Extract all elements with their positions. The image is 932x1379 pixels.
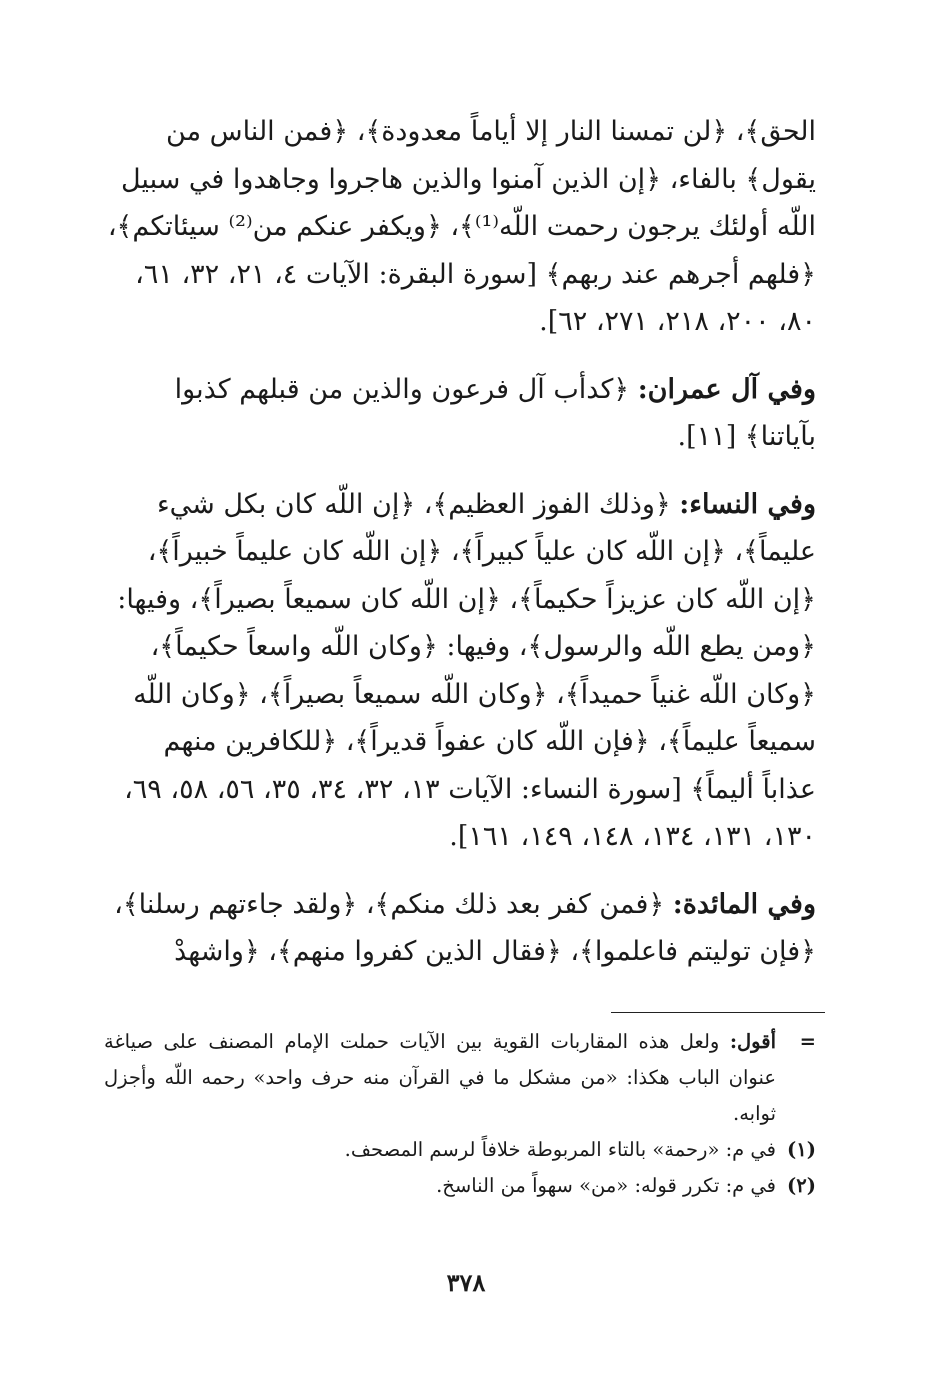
footnote-divider	[611, 1012, 825, 1013]
paragraph-body: ﴿فمن كفر بعد ذلك منكم﴾، ﴿ولقد جاءتهم رسلنا﴾، ﴿فإن توليتم فاعلموا﴾، ﴿فقال الذين كفروا منهم﴾، ﴿واشهدْ	[114, 888, 816, 967]
footnote-2	[104, 1168, 816, 1204]
footnote-text: في م: تكرر قوله: «من» سهواً من الناسخ.	[436, 1174, 776, 1197]
paragraph-body: ﴿وذلك الفوز العظيم﴾، ﴿إن اللّه كان بكل شيء عليماً﴾، ﴿إن اللّه كان علياً كبيراً﴾، ﴿إن اللّه كان عليماً خبيراً﴾، ﴿إن اللّه كان عزيزاً حكيماً﴾، ﴿إن اللّه كان سميعاً بصيراً﴾، وفيها: ﴿ومن يطع اللّه والرسول﴾، وفيها: ﴿وكان اللّه واسعاً حكيماً﴾، ﴿وكان اللّه غنياً حميداً﴾، ﴿وكان اللّه سميعاً بصيراً﴾، ﴿وكان اللّه سميعاً عليماً﴾، ﴿فإن اللّه كان عفواً قديراً﴾، ﴿للكافرين منهم عذاباً أليماً﴾ [سورة النساء: الآيات ١٣، ٣٢، ٣٤، ٣٥، ٥٦، ٥٨، ٦٩، ١٣٠، ١٣١، ١٣٤، ١٤٨، ١٤٩، ١٦١].	[117, 488, 816, 852]
footnote-lead: أقول:	[729, 1030, 776, 1053]
footnote-marker: (٢)	[787, 1174, 816, 1197]
footnote-1	[104, 1132, 816, 1168]
footnote-marker: (١)	[787, 1138, 816, 1161]
footnotes	[104, 1024, 816, 1204]
paragraph-lead: وفي النساء:	[679, 488, 816, 520]
footnote-text: في م: «رحمة» بالتاء المربوطة خلافاً لرسم المصحف.	[344, 1138, 776, 1161]
paragraph-nisa	[104, 481, 816, 861]
paragraph-baqara	[104, 108, 816, 346]
footnote-continuation	[104, 1024, 816, 1132]
page-number: ٣٧٨	[446, 1268, 486, 1297]
paragraph-lead: وفي المائدة:	[672, 888, 816, 920]
main-text	[104, 108, 816, 988]
paragraph-body: ﴿كدأب آل فرعون والذين من قبلهم كذبوا بآياتنا﴾ [١١].	[174, 373, 816, 452]
footnote-marker: =	[799, 1030, 816, 1053]
footnote-text: ولعل هذه المقاربات القوية بين الآيات حملت الإمام المصنف على صياغة عنوان الباب هكذا: «من مشكل ما في القرآن منه حرف واحد» رحمه اللّه وأجزل ثوابه.	[104, 1030, 776, 1125]
paragraph-al-imran	[104, 366, 816, 461]
paragraph-maida	[104, 881, 816, 976]
paragraph-lead: وفي آل عمران:	[637, 373, 816, 405]
paragraph-body: الحق﴾، ﴿لن تمسنا النار إلا أياماً معدودة﴾، ﴿فمن الناس من يقول﴾ بالفاء، ﴿إن الذين آمنوا والذين هاجروا وجاهدوا في سبيل اللّه أولئك يرجون رحمت اللّه⁽¹⁾﴾، ﴿ويكفر عنكم من⁽²⁾ سيئاتكم﴾، ﴿فلهم أجرهم عند ربهم﴾ [سورة البقرة: الآيات ٤، ٢١، ٣٢، ٦١، ٨٠، ٢٠٠، ٢١٨، ٢٧١، ٦٢].	[107, 116, 816, 337]
